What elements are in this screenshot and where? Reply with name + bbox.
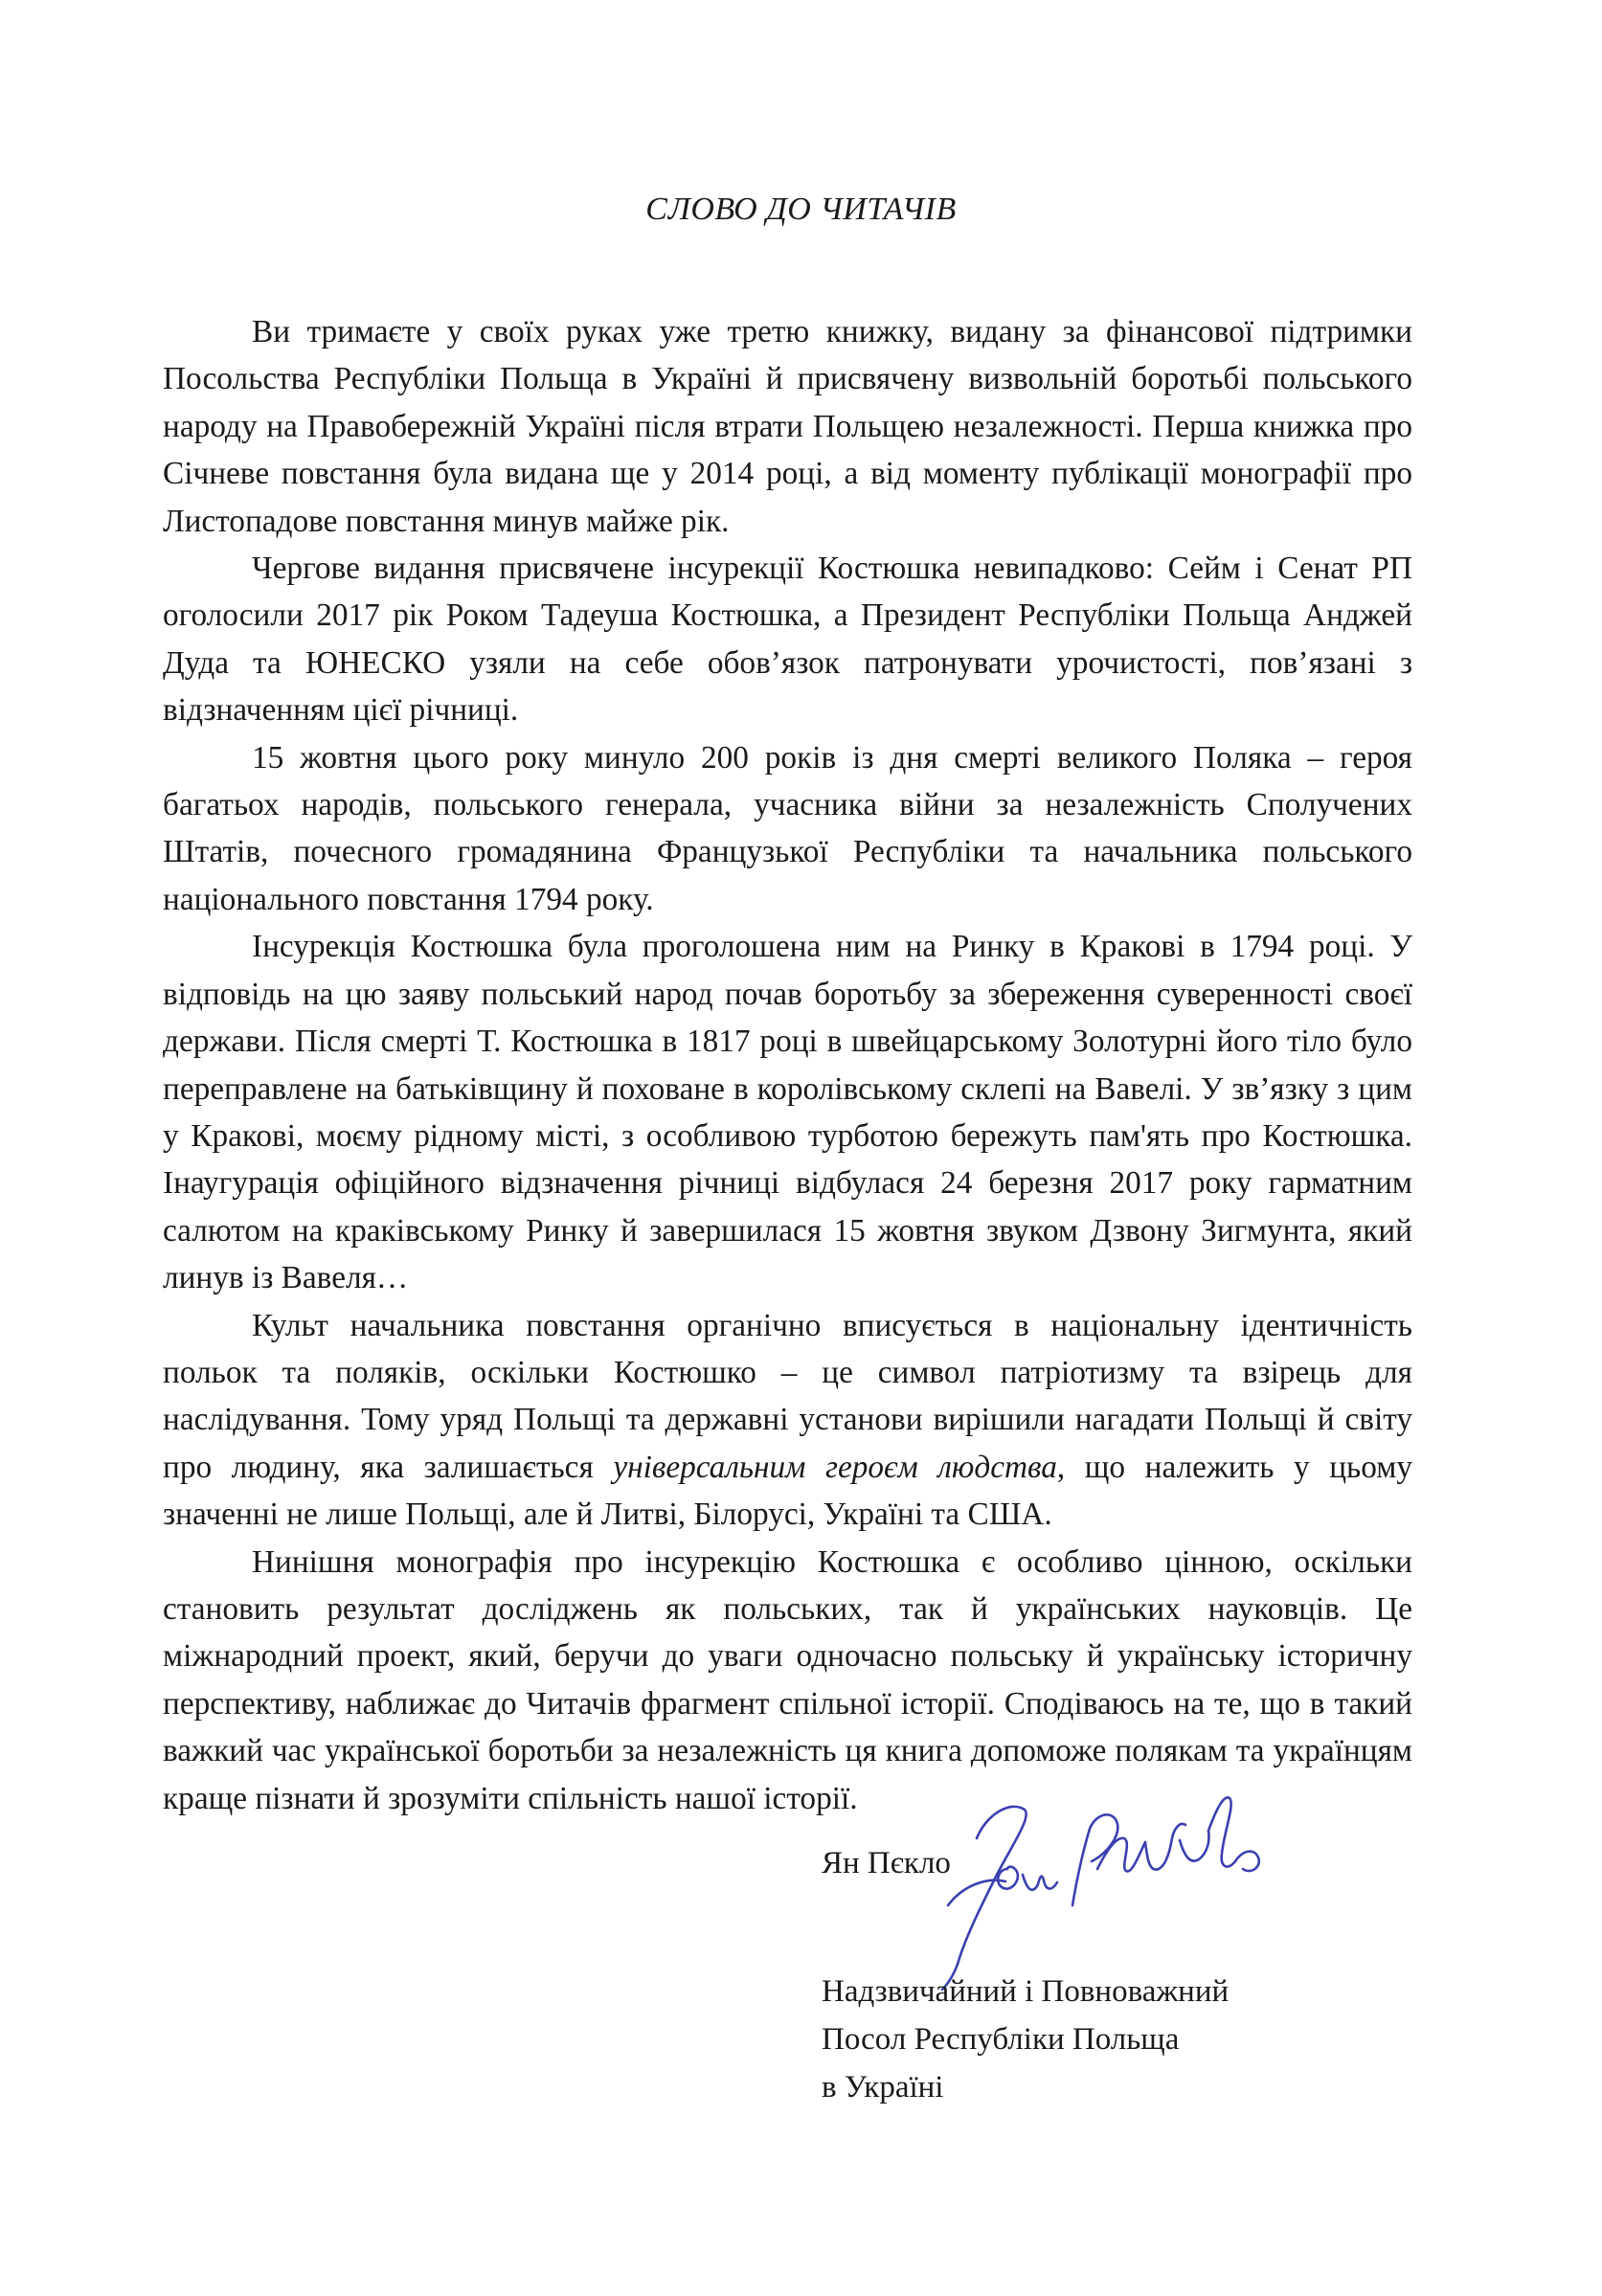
handwritten-signature: [919, 1762, 1302, 1992]
paragraph-5-emphasis: універсальним героєм людства: [613, 1449, 1057, 1485]
paragraph-3: 15 жовтня цього року минуло 200 років із дня смерті великого Поляка – героя багатьох народів, польського генерала, учасника війни за незалежність Сполучених Штатів, почесного громадянина Французької Республіки та начальника польського національного повстання 1794 року.: [163, 739, 1412, 917]
paragraph-6: Нинішня монографія про інсурекцію Костюшка є особливо цінною, оскільки становить результат досліджень як польських, так й українських науковців. Це міжнародний проект, який, беручи до уваги одночасно польську й українську історичну перспективу, наближає до Читачів фрагмент спільної історії. Сподіваюсь на те, що в такий важкий час української боротьби за незалежність ця книга допоможе полякам та українцям краще пізнати й зрозуміти спільність нашої історії.: [163, 1543, 1412, 1816]
document-body: [163, 308, 1412, 1822]
paragraph-5-text-before: Культ начальника повстання органічно вписується в національну ідентичність польок та поляків, оскільки Костюшко – це символ патріотизму та взірець для наслідування. Тому уряд Польщі та державні установи вирішили нагадати Польщі й світу про людину, яка залишається: [163, 1307, 1412, 1485]
signer-title-line-2: Посол Республіки Польща: [822, 2022, 1180, 2057]
signer-title-line-1: Надзвичайний і Повноважний: [822, 1974, 1230, 2009]
signer-name: Ян Пєкло: [822, 1846, 951, 1880]
paragraph-2: Чергове видання присвячене інсурекції Костюшка невипадково: Сейм і Сенат РП оголосили 2017 рік Роком Тадеуша Костюшка, а Президент Республіки Польща Анджей Дуда та ЮНЕСКО узяли на себе обов’язок патронувати урочистості, пов’язані з відзначенням цієї річниці.: [163, 551, 1412, 729]
paragraph-5: [163, 1302, 1412, 1539]
signer-title: [822, 1968, 1229, 2111]
document-title: СЛОВО ДО ЧИТАЧІВ: [645, 191, 957, 227]
paragraph-5-text-after: , що належить у цьому значенні не лише Польщі, але й Литві, Білорусі, Україні та США.: [163, 1449, 1412, 1533]
signer-title-line-3: в Україні: [822, 2070, 944, 2105]
paragraph-4: Інсурекція Костюшка була проголошена ним на Ринку в Кракові в 1794 році. У відповідь на цю заяву польський народ почав боротьбу за збереження суверенності своєї держави. Після смерті Т. Костюшка в 1817 році в швейцарському Золотурні його тіло було переправлене на батьківщину й поховане в королівському склепі на Вавелі. У зв’язку з цим у Кракові, моєму рідному місті, з особливою турботою бережуть пам'ять про Костюшка. Інаугурація офіційного відзначення річниці відбулася 24 березня 2017 року гарматним салютом на краківському Ринку й завершилася 15 жовтня звуком Дзвону Зигмунта, який линув із Вавеля…: [163, 929, 1412, 1296]
paragraph-1: Ви тримаєте у своїх руках уже третю книжку, видану за фінансової підтримки Посольства Республіки Польща в Україні й присвячену визвольній боротьбі польського народу на Правобережній Україні після втрати Польщею незалежності. Перша книжка про Січневе повстання була видана ще у 2014 році, а від моменту публікації монографії про Листопадове повстання минув майже рік.: [163, 314, 1412, 539]
